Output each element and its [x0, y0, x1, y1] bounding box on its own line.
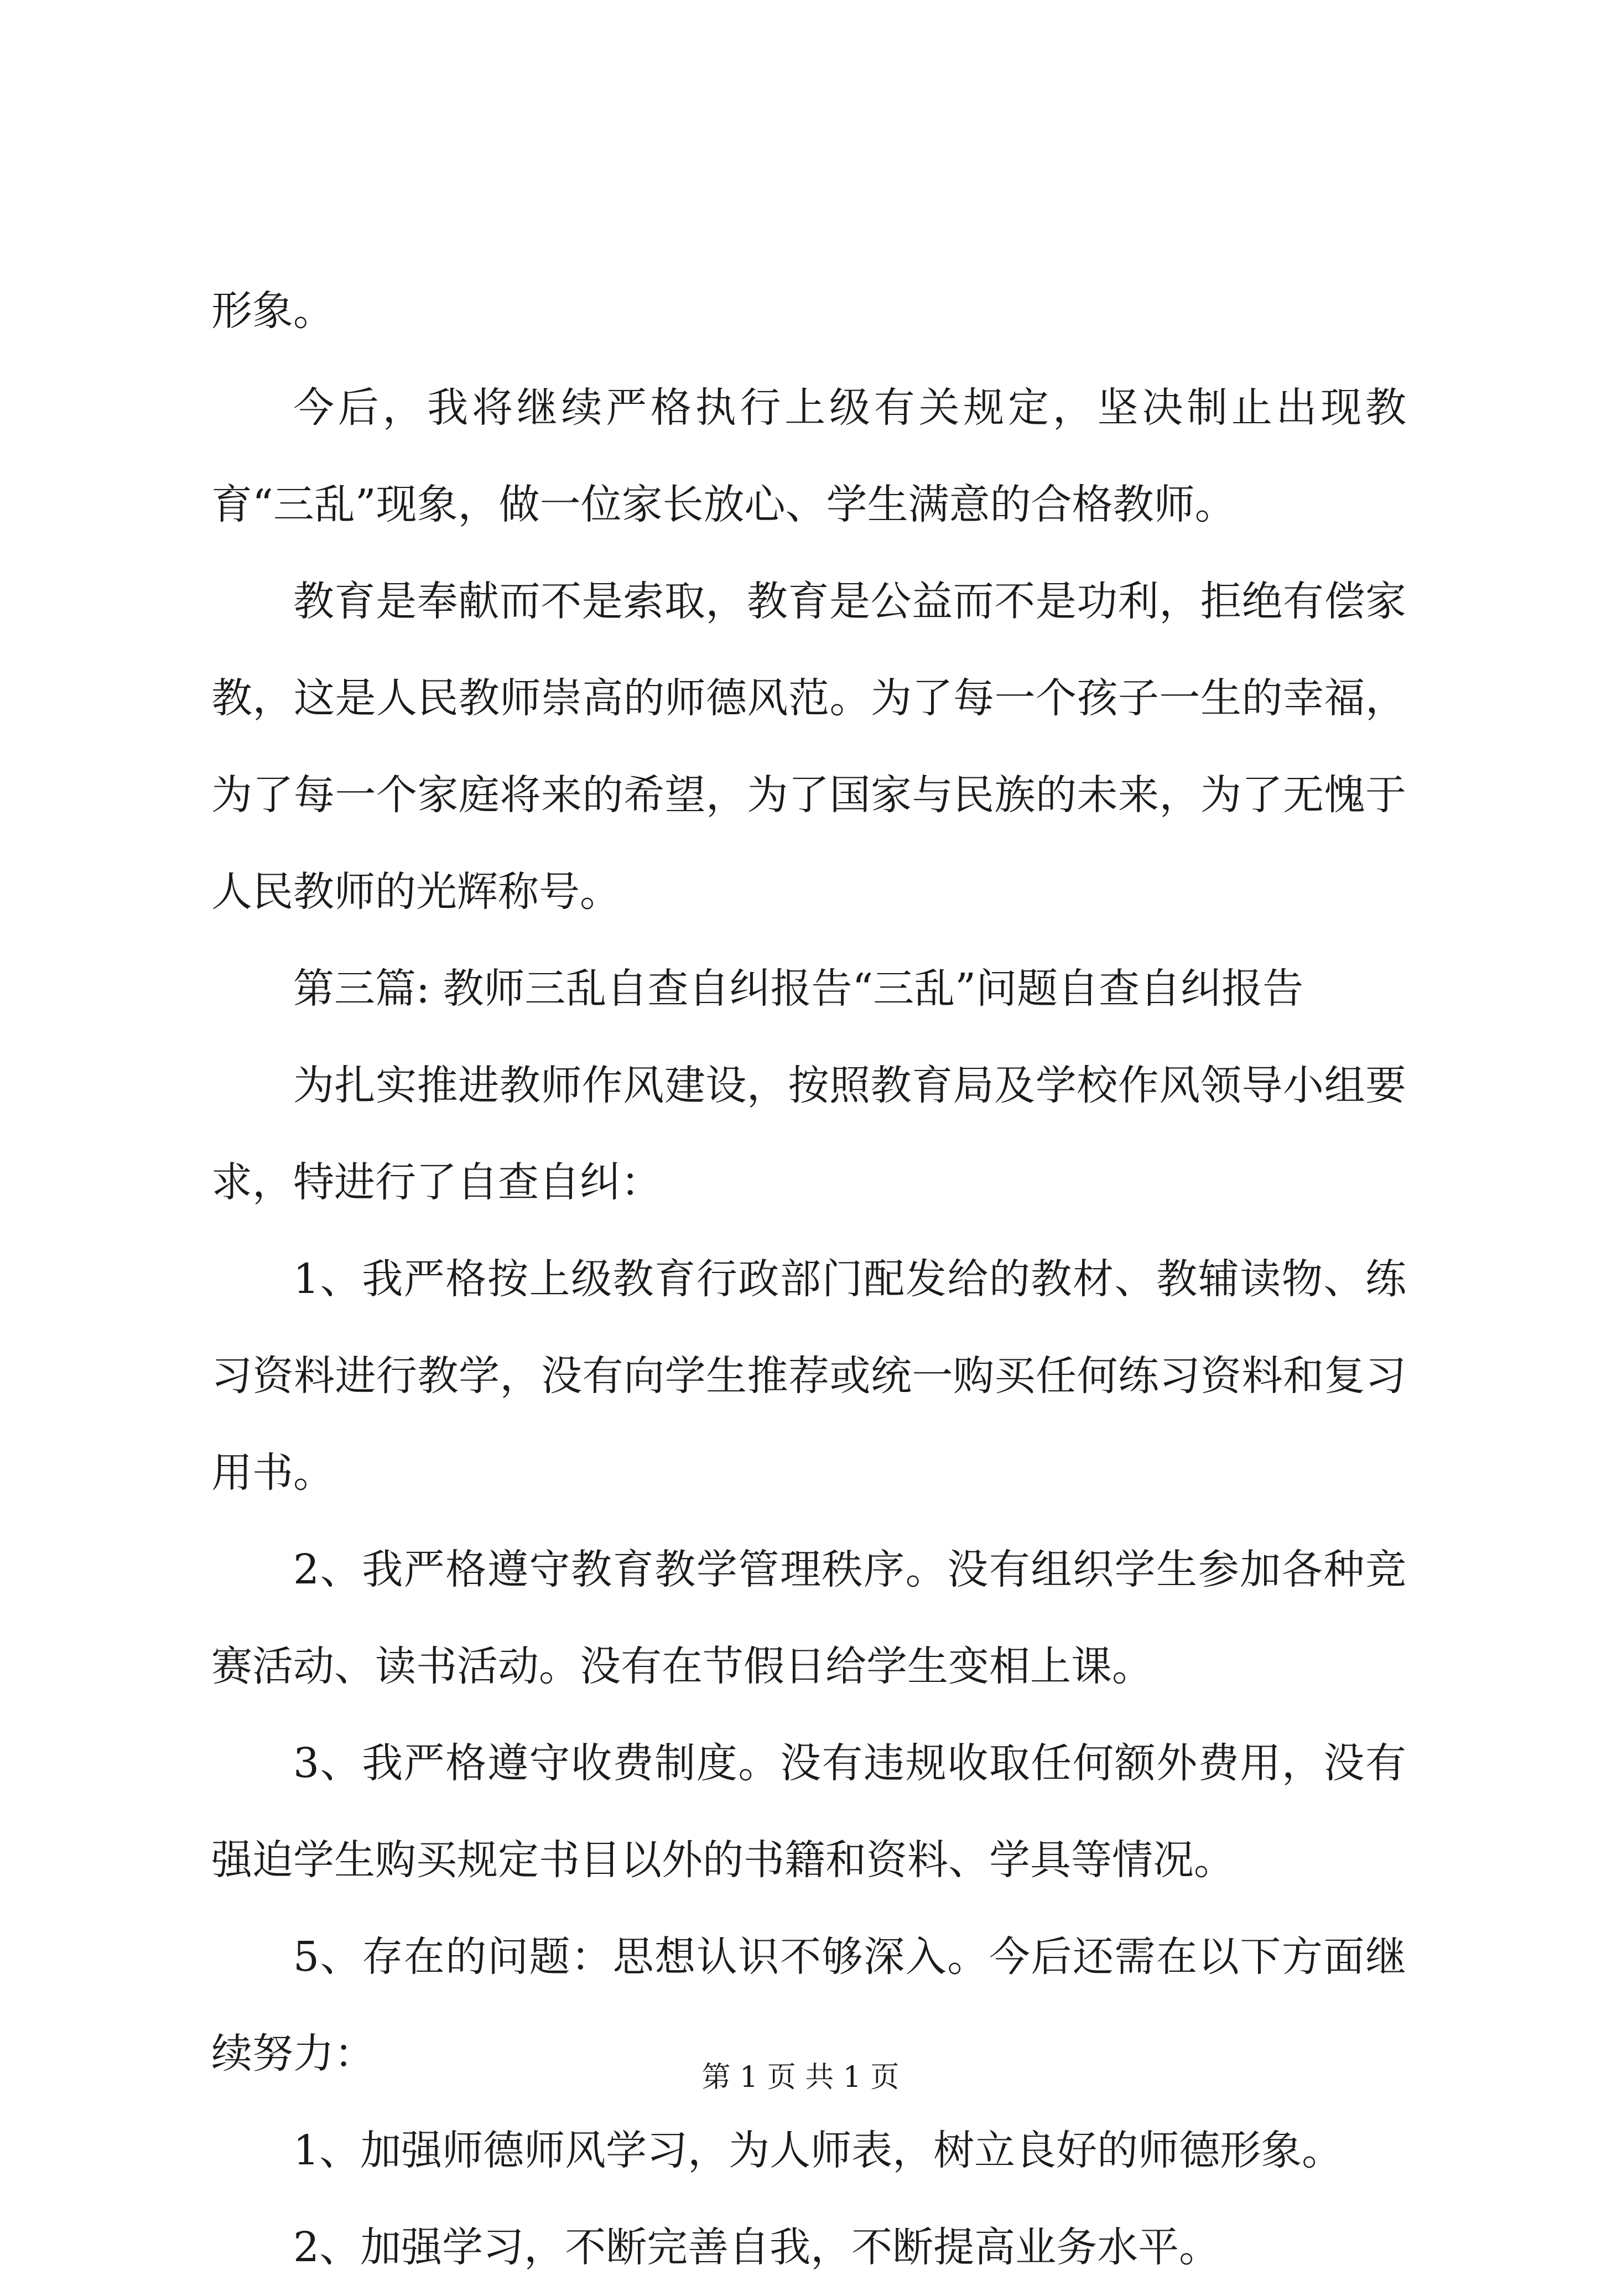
list-item-3: 3、我严格遵守收费制度。没有违规收取任何额外费用，没有强迫学生购买规定书目以外的书籍和资料、学具等情况。: [211, 1739, 1406, 1884]
improvement-item-2: 2、加强学习，不断完善自我，不断提高业务水平。: [293, 2224, 1220, 2271]
paragraph-2: 今后，我将继续严格执行上级有关规定，坚决制止出现教育“三乱”现象，做一位家长放心、学生满意的合格教师。: [211, 384, 1406, 528]
page-footer: [0, 2055, 1601, 2100]
list-item-2: 2、我严格遵守教育教学管理秩序。没有组织学生参加各种竞赛活动、读书活动。没有在节假日给学生变相上课。: [211, 1546, 1406, 1690]
list-item-5: 5、存在的问题：思想认识不够深入。今后还需在以下方面继续努力：: [211, 1933, 1406, 2077]
document-body: [211, 263, 1406, 2296]
page-number: 第 1 页 共 1 页: [701, 2061, 900, 2094]
paragraph-1: 形象。: [211, 287, 334, 335]
section-heading: 第三篇: 教师三乱自查自纠报告“三乱”问题自查自纠报告: [293, 965, 1304, 1012]
list-item-1: 1、我严格按上级教育行政部门配发给的教材、教辅读物、练习资料进行教学，没有向学生推荐或统一购买任何练习资料和复习用书。: [211, 1255, 1406, 1497]
paragraph-3: 教育是奉献而不是索取，教育是公益而不是功利，拒绝有偿家教，这是人民教师崇高的师德风范。为了每一个孩子一生的幸福，为了每一个家庭将来的希望，为了国家与民族的未来，为了无愧于人民教师的光辉称号。: [211, 578, 1406, 916]
paragraph-5: 为扎实推进教师作风建设，按照教育局及学校作风领导小组要求，特进行了自查自纠：: [211, 1062, 1406, 1206]
improvement-item-1: 1、加强师德师风学习，为人师表，树立良好的师德形象。: [293, 2127, 1343, 2174]
